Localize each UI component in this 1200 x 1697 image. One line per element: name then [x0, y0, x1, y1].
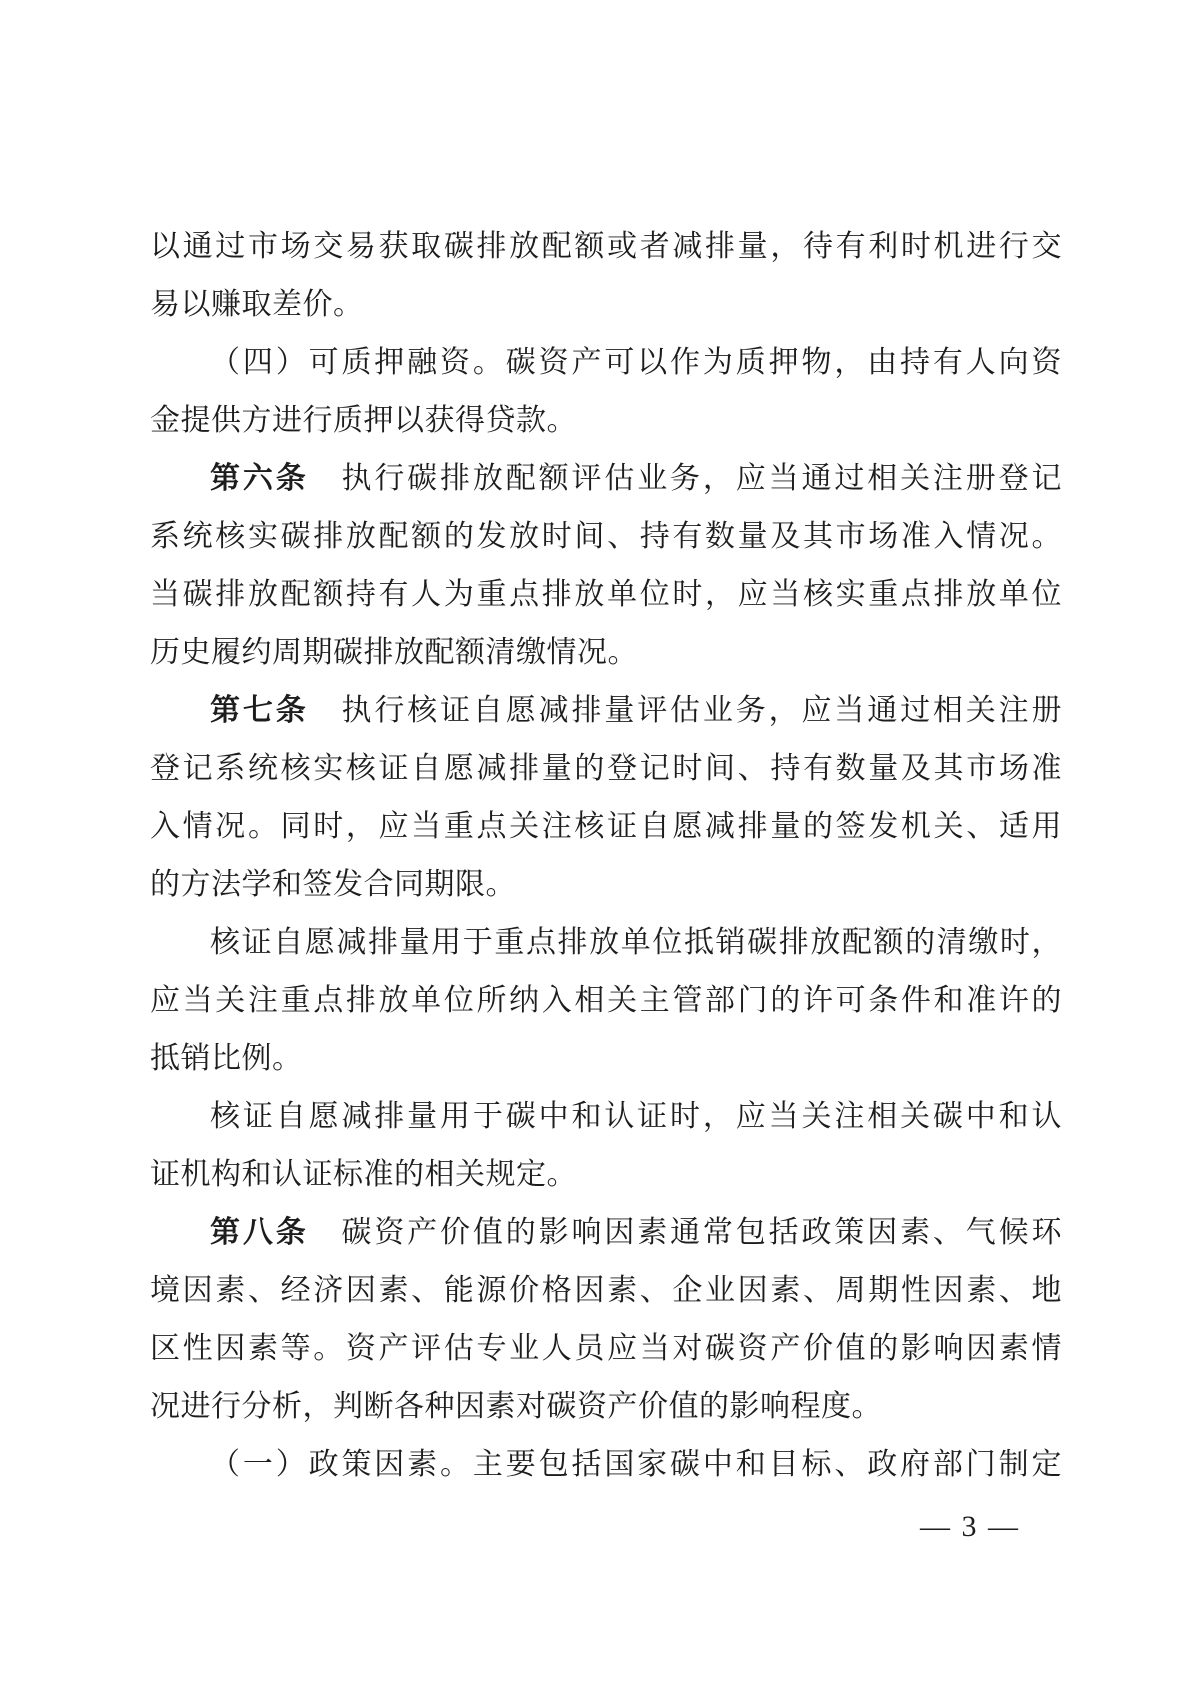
- text-segment: 历史履约周期碳排放配额清缴情况。: [150, 636, 638, 669]
- document-body: [150, 218, 1062, 1494]
- text-segment: 系统核实碳排放配额的发放时间、持有数量及其市场准入情况。: [150, 520, 1062, 553]
- article-number: 第六条: [210, 462, 309, 495]
- text-segment: 执行碳排放配额评估业务，应当通过相关注册登记: [308, 462, 1063, 495]
- article-number: 第七条: [210, 694, 309, 727]
- text-line: [150, 450, 1062, 508]
- text-line: [150, 276, 1062, 334]
- text-segment: 况进行分析，判断各种因素对碳资产价值的影响程度。: [150, 1390, 882, 1423]
- text-line: [150, 508, 1062, 566]
- text-line: [150, 392, 1062, 450]
- text-segment: 境因素、经济因素、能源价格因素、企业因素、周期性因素、地: [150, 1274, 1062, 1307]
- text-line: [150, 682, 1062, 740]
- text-segment: 核证自愿减排量用于碳中和认证时，应当关注相关碳中和认: [210, 1100, 1062, 1133]
- text-segment: 登记系统核实核证自愿减排量的登记时间、持有数量及其市场准: [150, 752, 1062, 785]
- text-line: [150, 914, 1062, 972]
- text-segment: 核证自愿减排量用于重点排放单位抵销碳排放配额的清缴时，: [210, 926, 1062, 959]
- text-line: [150, 740, 1062, 798]
- text-line: [150, 1378, 1062, 1436]
- text-line: [150, 218, 1062, 276]
- text-line: [150, 334, 1062, 392]
- text-line: [150, 624, 1062, 682]
- text-line: [150, 798, 1062, 856]
- text-segment: 执行核证自愿减排量评估业务，应当通过相关注册: [308, 694, 1063, 727]
- text-line: [150, 1088, 1062, 1146]
- text-segment: 的方法学和签发合同期限。: [150, 868, 516, 901]
- text-segment: 区性因素等。资产评估专业人员应当对碳资产价值的影响因素情: [150, 1332, 1062, 1365]
- text-segment: 入情况。同时，应当重点关注核证自愿减排量的签发机关、适用: [150, 810, 1062, 843]
- text-segment: 易以赚取差价。: [150, 288, 364, 321]
- text-line: [150, 856, 1062, 914]
- text-segment: 当碳排放配额持有人为重点排放单位时，应当核实重点排放单位: [150, 578, 1062, 611]
- text-line: [150, 1436, 1062, 1494]
- text-segment: 金提供方进行质押以获得贷款。: [150, 404, 577, 437]
- text-segment: 证机构和认证标准的相关规定。: [150, 1158, 577, 1191]
- text-line: [150, 1262, 1062, 1320]
- text-line: [150, 1146, 1062, 1204]
- text-segment: 碳资产价值的影响因素通常包括政策因素、气候环: [308, 1216, 1063, 1249]
- text-segment: （四）可质押融资。碳资产可以作为质押物，由持有人向资: [210, 346, 1062, 379]
- article-number: 第八条: [210, 1216, 309, 1249]
- text-line: [150, 1204, 1062, 1262]
- text-segment: 应当关注重点排放单位所纳入相关主管部门的许可条件和准许的: [150, 984, 1062, 1017]
- text-line: [150, 566, 1062, 624]
- text-line: [150, 1030, 1062, 1088]
- text-segment: 抵销比例。: [150, 1042, 303, 1075]
- text-segment: 以通过市场交易获取碳排放配额或者减排量，待有利时机进行交: [150, 230, 1062, 263]
- text-line: [150, 1320, 1062, 1378]
- text-segment: （一）政策因素。主要包括国家碳中和目标、政府部门制定: [210, 1448, 1062, 1481]
- page-number: — 3 —: [920, 1510, 1020, 1543]
- text-line: [150, 972, 1062, 1030]
